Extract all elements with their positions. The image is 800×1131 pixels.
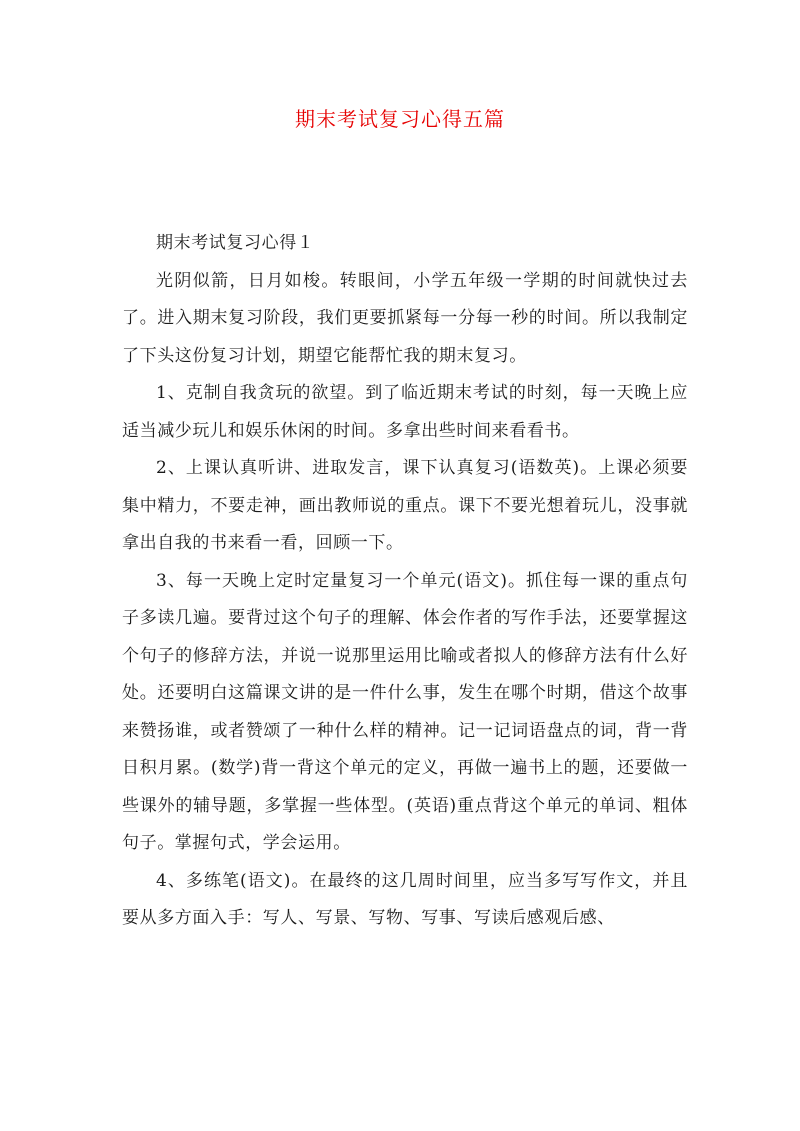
paragraph-item-3: 3、每一天晚上定时定量复习一个单元(语文)。抓住每一课的重点句子多读几遍。要背过这个句子的理解、体会作者的写作手法，还要掌握这个句子的修辞方法，并说一说那里运用比喻或者拟人的修辞方法有什么好处。还要明白这篇课文讲的是一件什么事，发生在哪个时期，借这个故事来赞扬谁，或者赞颂了一种什么样的精神。记一记词语盘点的词，背一背日积月累。(数学)背一背这个单元的定义，再做一遍书上的题，还要做一些课外的辅导题，多掌握一些体型。(英语)重点背这个单元的单词、粗体句子。掌握句式，学会运用。 [122,570,688,853]
paragraph-item-2: 2、上课认真听讲、进取发言，课下认真复习(语数英)。上课必须要集中精力，不要走神，画出教师说的重点。课下不要光想着玩儿，没事就拿出自我的书来看一看，回顾一下。 [122,458,688,553]
document-title: 期末考试复习心得五篇 [295,107,505,131]
paragraph-item-4: 4、多练笔(语文)。在最终的这几周时间里，应当多写写作文，并且要从多方面入手：写人、写景、写物、写事、写读后感观后感、 [122,870,688,928]
document-body [122,225,688,938]
paragraph-intro: 光阴似箭，日月如梭。转眼间，小学五年级一学期的时间就快过去了。进入期末复习阶段，我们更要抓紧每一分每一秒的时间。所以我制定了下头这份复习计划，期望它能帮忙我的期末复习。 [122,270,688,366]
paragraph-item-1: 1、克制自我贪玩的欲望。到了临近期末考试的时刻，每一天晚上应适当减少玩儿和娱乐休闲的时间。多拿出些时间来看看书。 [122,383,688,441]
section-heading: 期末考试复习心得１ [156,233,315,253]
